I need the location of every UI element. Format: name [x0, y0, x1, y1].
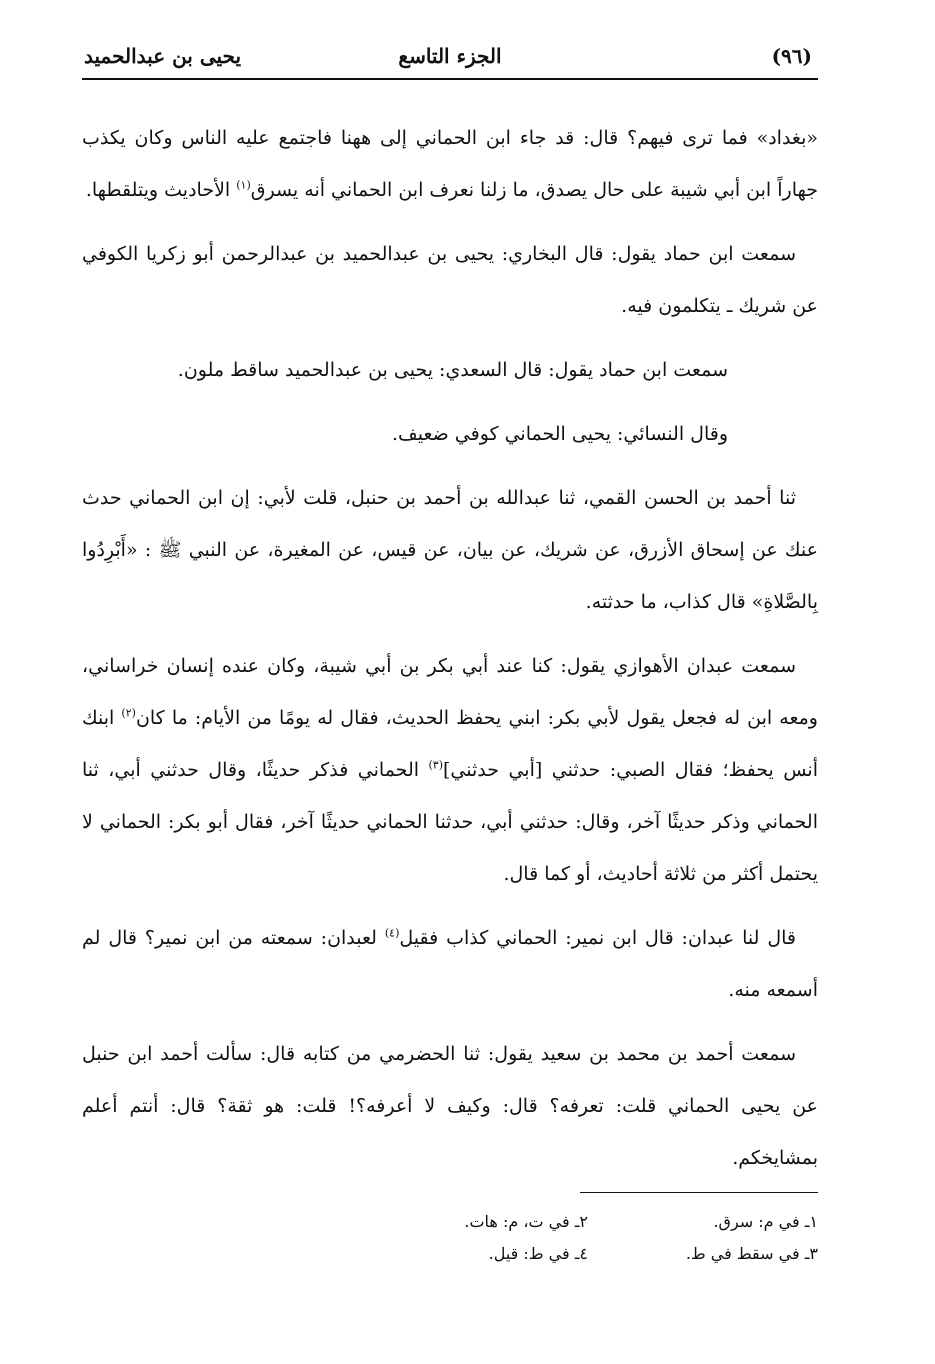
paragraph-4: وقال النسائي: يحيى الحماني كوفي ضعيف.: [392, 423, 728, 445]
footnote-1: ١ـ في م: سرق.: [713, 1212, 818, 1231]
running-header: [80, 38, 820, 74]
footnote-rule: [580, 1192, 818, 1193]
footnote-row: [82, 1206, 818, 1238]
paragraph-5: ثنا أحمد بن الحسن القمي، ثنا عبدالله بن أحمد بن حنبل، قلت لأبي: إن ابن الحماني حدث عنك عن إسحاق الأزرق، عن شريك، عن بيان، عن قيس، عن المغيرة، عن النبي ﷺ : «أَبْرِدُوا بِالصَّلاةِ» قال كذاب، ما حدثته.: [82, 487, 818, 613]
footnote-3: ٣ـ في سقط في ط.: [685, 1244, 818, 1263]
page-number: (٩٦): [771, 44, 812, 68]
paragraph-1: «بغداد» فما ترى فيهم؟ قال: قد جاء ابن الحماني إلى ههنا فاجتمع عليه الناس وكان يكذب جهاراً ابن أبي شيبة على حال يصدق، ما زلنا نعرف ابن الحماني أنه يسرق$^{(١)}$ الأحاديث ويتلقطها.: [82, 127, 818, 201]
paragraph-8: سمعت أحمد بن محمد بن سعيد يقول: ثنا الحضرمي من كتابه قال: سألت أحمد ابن حنبل عن يحيى الحماني قلت: تعرفه؟ قال: وكيف لا أعرفه؟! قلت: هو ثقة؟ قال: أنتم أعلم بمشايخكم.: [82, 1043, 818, 1169]
footnote-ref-3: (٣): [428, 758, 444, 772]
entry-name: يحيى بن عبدالحميد: [84, 44, 242, 68]
header-rule: [82, 78, 818, 80]
footnote-ref-4: (٤): [384, 926, 400, 940]
footnotes: [82, 1206, 818, 1270]
paragraph-7: قال لنا عبدان: قال ابن نمير: الحماني كذاب فقيل$^{(٤)}$ لعبدان: سمعته من ابن نمير؟ قال لم أسمعه منه.: [82, 926, 818, 1001]
footnote-ref-2: (٢): [121, 706, 136, 720]
paragraph-6: سمعت عبدان الأهوازي يقول: كنا عند أبي بكر بن أبي شيبة، وكان عنده إنسان خراساني، ومعه ابن له فجعل يقول لأبي بكر: ابني يحفظ الحديث، فقال له يومًا من الأيام: ما كان$^{(٢)}$ ابنك أنس يحفظ؛ فقال الصبي: حدثني [أبي حدثني]$^{(٣)}$ الحماني فذكر حديثًا، وقال حدثني أبي، ثنا الحماني وذكر حديثًا آخر، وقال: حدثني أبي، حدثنا الحماني حديثًا آخر، فقال أبو بكر: الحماني لا يحتمل أكثر من ثلاثة أحاديث، أو كما قال.: [82, 655, 818, 885]
footnote-row: [82, 1238, 818, 1270]
footnote-4: ٤ـ في ط: قيل.: [488, 1244, 588, 1263]
paragraph-3: سمعت ابن حماد يقول: قال السعدي: يحيى بن عبدالحميد ساقط ملون.: [177, 359, 728, 381]
main-text: [82, 112, 818, 1196]
footnote-2: ٢ـ في ت، م: هات.: [464, 1212, 588, 1231]
paragraph-2: سمعت ابن حماد يقول: قال البخاري: يحيى بن عبدالحميد بن عبدالرحمن أبو زكريا الكوفي عن شريك ـ يتكلمون فيه.: [82, 243, 818, 317]
part-title: الجزء التاسع: [398, 44, 502, 68]
footnote-ref-1: (١): [236, 178, 251, 192]
